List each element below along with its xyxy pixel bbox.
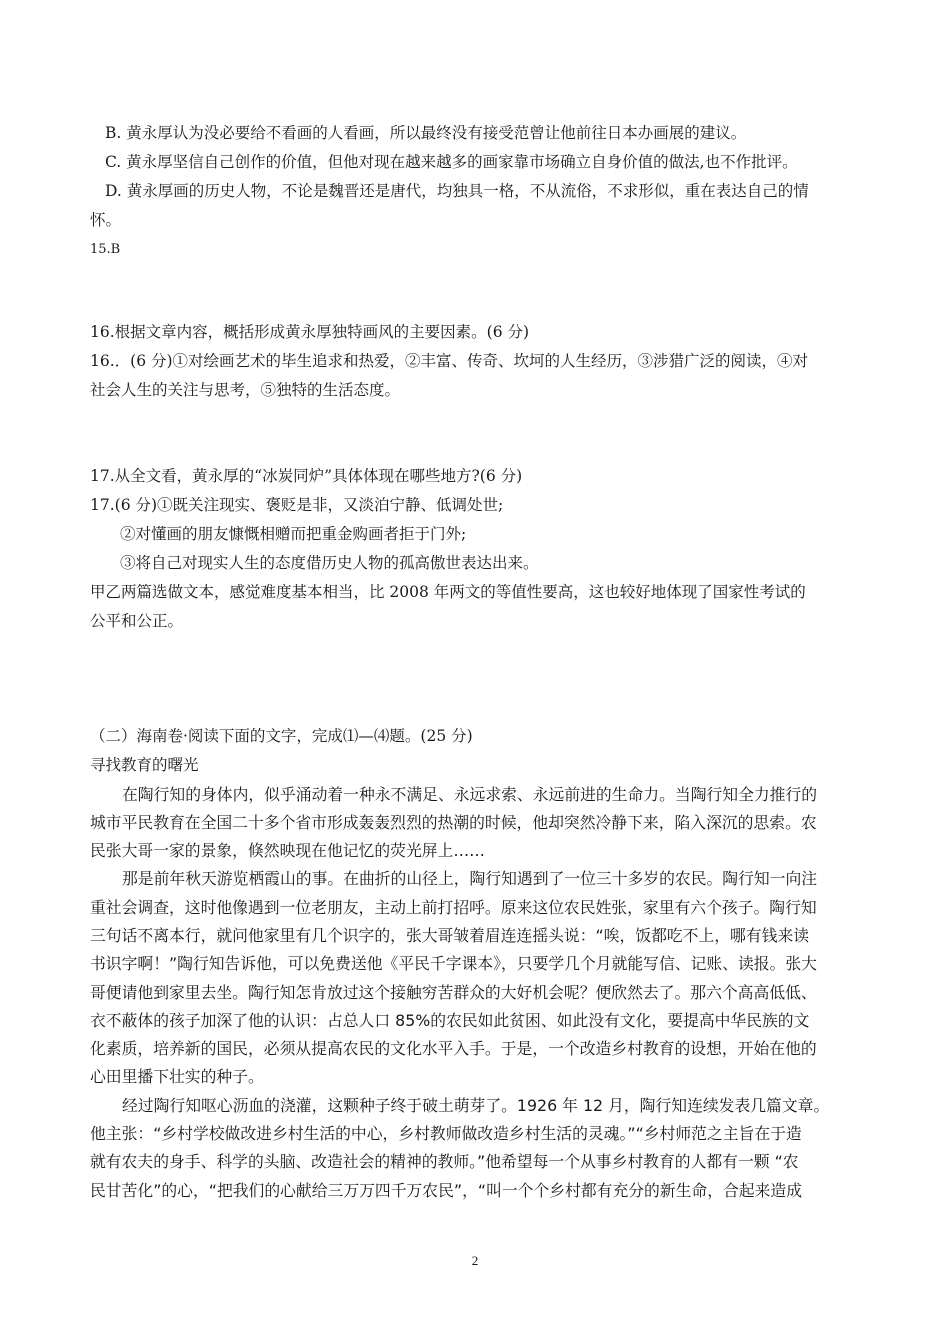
commentary-line2: 公平和公正。 xyxy=(90,612,184,630)
article-line: 就有农夫的身手、科学的头脑、改造社会的精神的教师。”他希望每一个从事乡村教育的人都有一颗 “农 xyxy=(90,1152,799,1171)
page-number: 2 xyxy=(471,1253,479,1268)
article-line: 重社会调查，这时他像遇到一位老朋友，主动上前打招呼。原来这位农民姓张，家里有六个孩子。陶行知 xyxy=(90,898,817,917)
article-line: 化素质，培养新的国民，必须从提高农民的文化水平入手。于是，一个改造乡村教育的设想，开始在他的 xyxy=(90,1039,817,1058)
article-line: 三句话不离本行，就问他家里有几个识字的，张大哥皱着眉连连摇头说：“唉，饭都吃不上，哪有钱来读 xyxy=(90,926,810,945)
article-title: 寻找教育的曙光 xyxy=(90,756,199,774)
article-line: 在陶行知的身体内，似乎涌动着一种永不满足、永远求索、永远前进的生命力。当陶行知全力推行的 xyxy=(122,785,818,804)
answer-15: 15.B xyxy=(90,242,121,257)
article-line: 哥便请他到家里去坐。陶行知怎肯放过这个接触穷苦群众的大好机会呢？便欣然去了。那六个高高低低、 xyxy=(90,983,817,1002)
answer-17-line3: ③将自己对现实人生的态度借历史人物的孤高傲世表达出来。 xyxy=(120,554,539,572)
article-line: 那是前年秋天游览栖霞山的事。在曲折的山径上，陶行知遇到了一位三十多岁的农民。陶行知一向注 xyxy=(122,869,818,888)
answer-17-line1: 17.(6 分)①既关注现实、褒贬是非，又淡泊宁静、低调处世; xyxy=(90,496,504,514)
question-17: 17.从全文看，黄永厚的“冰炭同炉”具体体现在哪些地方?(6 分) xyxy=(90,467,523,485)
answer-17-line2: ②对懂画的朋友慷慨相赠而把重金购画者拒于门外; xyxy=(120,525,467,543)
option-b: B. 黄永厚认为没必要给不看画的人看画，所以最终没有接受范曾让他前往日本办画展的建议。 xyxy=(105,124,747,142)
article-line: 心田里播下壮实的种子。 xyxy=(90,1067,264,1086)
option-d-cont: 怀。 xyxy=(90,211,122,229)
answer-16-line1: 16.．(6 分)①对绘画艺术的毕生追求和热爱，②丰富、传奇、坎坷的人生经历，③涉猎广泛的阅读，④对 xyxy=(90,352,809,370)
section-heading: （二）海南卷·阅读下面的文字，完成⑴—⑷题。(25 分) xyxy=(90,727,473,745)
article-line: 民张大哥一家的景象，倏然映现在他记忆的荧光屏上…… xyxy=(90,841,485,860)
article-line: 他主张：“乡村学校做改进乡村生活的中心，乡村教师做改造乡村生活的灵魂。”“乡村师范之主旨在于造 xyxy=(90,1124,802,1143)
question-16: 16.根据文章内容，概括形成黄永厚独特画风的主要因素。(6 分) xyxy=(90,323,530,341)
option-c: C. 黄永厚坚信自己创作的价值，但他对现在越来越多的画家靠市场确立自身价值的做法,也不作批评。 xyxy=(105,153,798,171)
article-line: 经过陶行知呕心沥血的浇灌，这颗种子终于破土萌芽了。1926 年 12 月，陶行知连续发表几篇文章。 xyxy=(122,1096,830,1115)
answer-16-line2: 社会人生的关注与思考，⑤独特的生活态度。 xyxy=(90,381,401,399)
article-line: 城市平民教育在全国二十多个省市形成轰轰烈烈的热潮的时候，他却突然冷静下来，陷入深沉的思索。农 xyxy=(90,813,817,832)
article-line: 民甘苦化”的心，“把我们的心献给三万万四千万农民”，“叫一个个乡村都有充分的新生命，合起来造成 xyxy=(90,1181,803,1200)
article-line: 书识字啊！”陶行知告诉他，可以免费送他《平民千字课本》，只要学几个月就能写信、记账、读报。张大 xyxy=(90,954,817,973)
commentary-line1: 甲乙两篇选做文本，感觉难度基本相当，比 2008 年两文的等值性要高，这也较好地体现了国家性考试的 xyxy=(90,583,806,601)
option-d: D. 黄永厚画的历史人物，不论是魏晋还是唐代，均独具一格，不从流俗，不求形似，重在表达自己的情 xyxy=(105,182,809,200)
article-line: 衣不蔽体的孩子加深了他的认识：占总人口 85%的农民如此贫困、如此没有文化，要提高中华民族的文 xyxy=(90,1011,810,1030)
